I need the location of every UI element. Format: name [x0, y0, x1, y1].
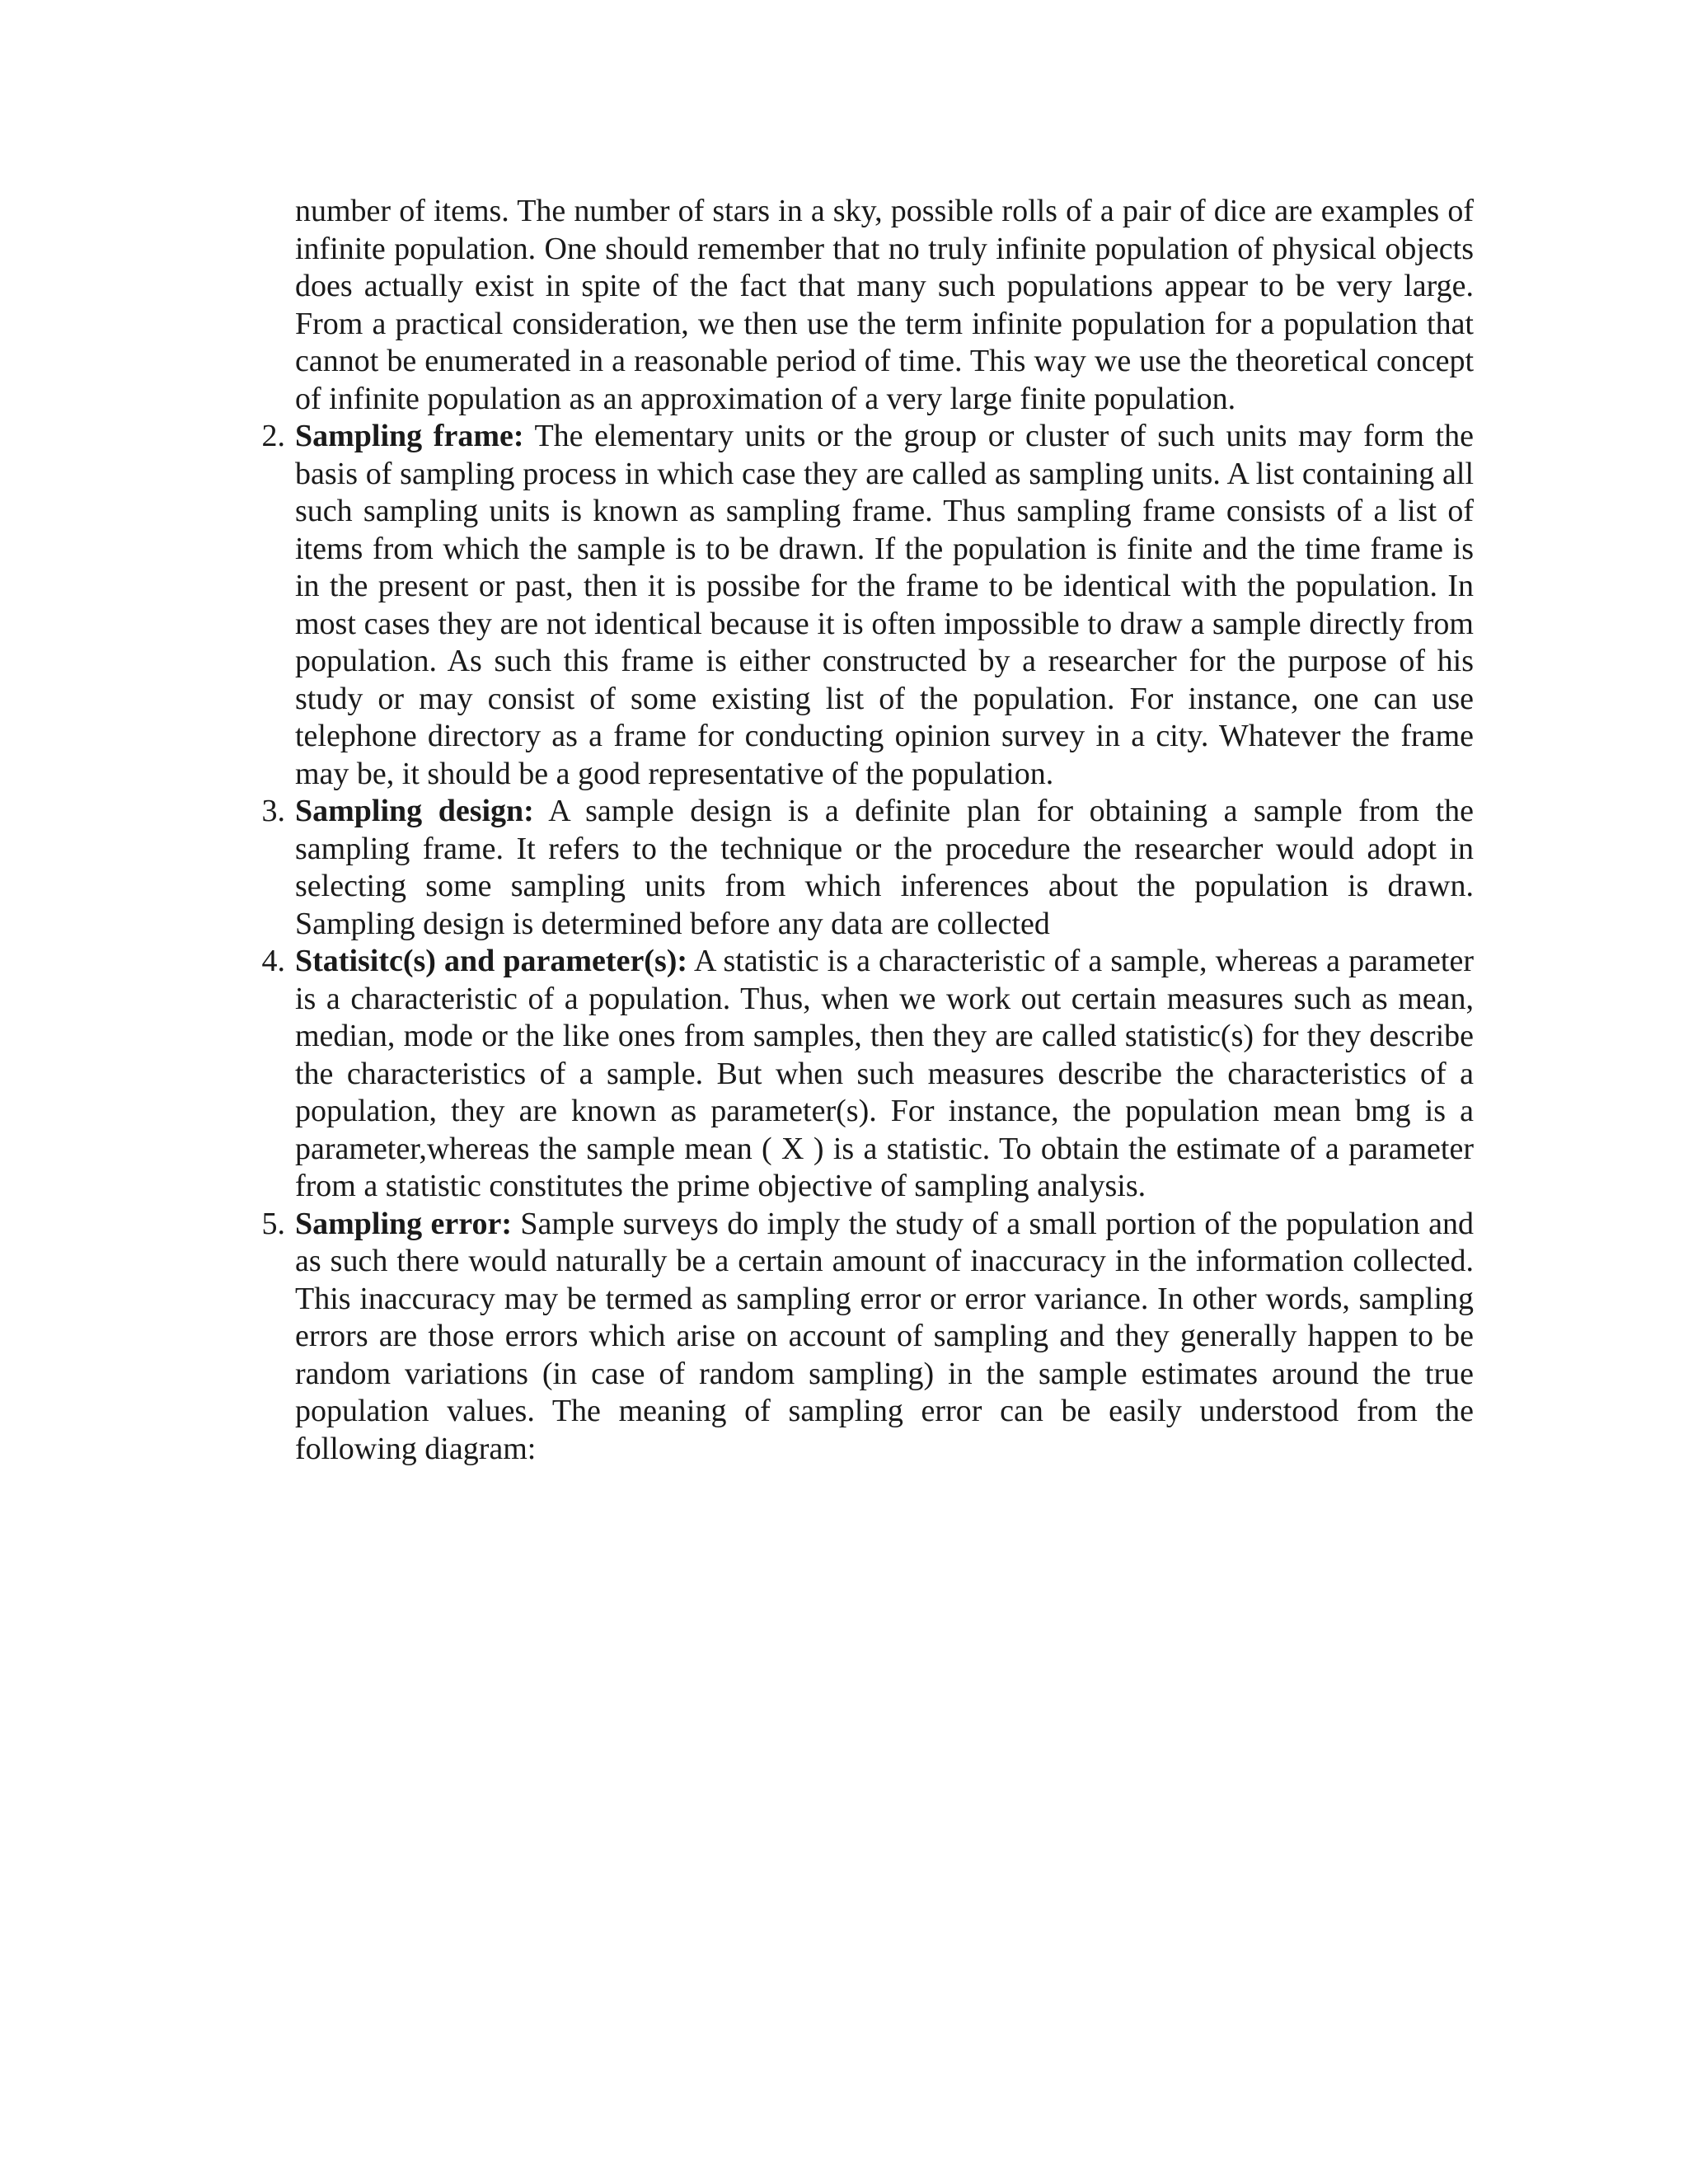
body-text: [261, 193, 1475, 1468]
list-item-number: 4.: [261, 944, 285, 978]
list-item-number: 2.: [261, 419, 285, 453]
list-item-number: 5.: [261, 1206, 285, 1241]
list-item-term: Sampling frame:: [295, 419, 524, 453]
list-item-term: Sampling design:: [295, 794, 534, 828]
list-item-number: 3.: [261, 794, 285, 828]
list-item-term: Statisitc(s) and parameter(s):: [295, 944, 688, 978]
list-item-sampling-frame: [261, 418, 1474, 793]
list-item-term: Sampling error:: [295, 1206, 512, 1241]
list-item-text: A sample design is a definite plan for obtaining a sample from the sampling frame. It refers to the technique or the procedure the researcher would adopt in selecting some sampling units from which inferences about the population is drawn. Sampling design is determined before any data are collected: [295, 794, 1474, 941]
intro-paragraph: number of items. The number of stars in a sky, possible rolls of a pair of dice are examples of infinite population. One should remember that no truly infinite population of physical objects does actually exist in spite of the fact that many such populations appear to be very large. From a practical consideration, we then use the term infinite population for a population that cannot be enumerated in a reasonable period of time. This way we use the theoretical concept of infinite population as an approximation of a very large finite population.: [295, 194, 1474, 416]
list-item-sampling-error: [261, 1206, 1475, 1469]
list-item-sampling-design: [261, 793, 1474, 943]
definition-list: [261, 418, 1475, 1468]
list-item-statistics-parameters: [261, 943, 1474, 1206]
list-item-text: Sample surveys do imply the study of a small portion of the population and as such there would naturally be a certain amount of inaccuracy in the information collected. This inaccuracy may be termed as sampling error or error variance. In other words, sampling errors are those errors which arise on account of sampling and they generally happen to be random variations (in case of random sampling) in the sample estimates around the true population values. The meaning of sampling error can be easily understood from the following diagram:: [295, 1206, 1475, 1466]
list-item-text: A statistic is a characteristic of a sample, whereas a parameter is a characteristic of a population. Thus, when we work out certain measures such as mean, median, mode or the like ones from samples, then they are called statistic(s) for they describe the characteristics of a sample. But when such measures describe the characteristics of a population, they are known as parameter(s). For instance, the population mean bmg is a parameter,whereas the sample mean ( X ) is a statistic. To obtain the estimate of a parameter from a statistic constitutes the prime objective of sampling analysis.: [295, 944, 1474, 1203]
list-item-text: The elementary units or the group or cluster of such units may form the basis of sampling process in which case they are called as sampling units. A list containing all such sampling units is known as sampling frame. Thus sampling frame consists of a list of items from which the sample is to be drawn. If the population is finite and the time frame is in the present or past, then it is possibe for the frame to be identical with the population. In most cases they are not identical because it is often impossible to draw a sample directly from population. As such this frame is either constructed by a researcher for the purpose of his study or may consist of some existing list of the population. For instance, one can use telephone directory as a frame for conducting opinion survey in a city. Whatever the frame may be, it should be a good representative of the population.: [295, 419, 1474, 791]
